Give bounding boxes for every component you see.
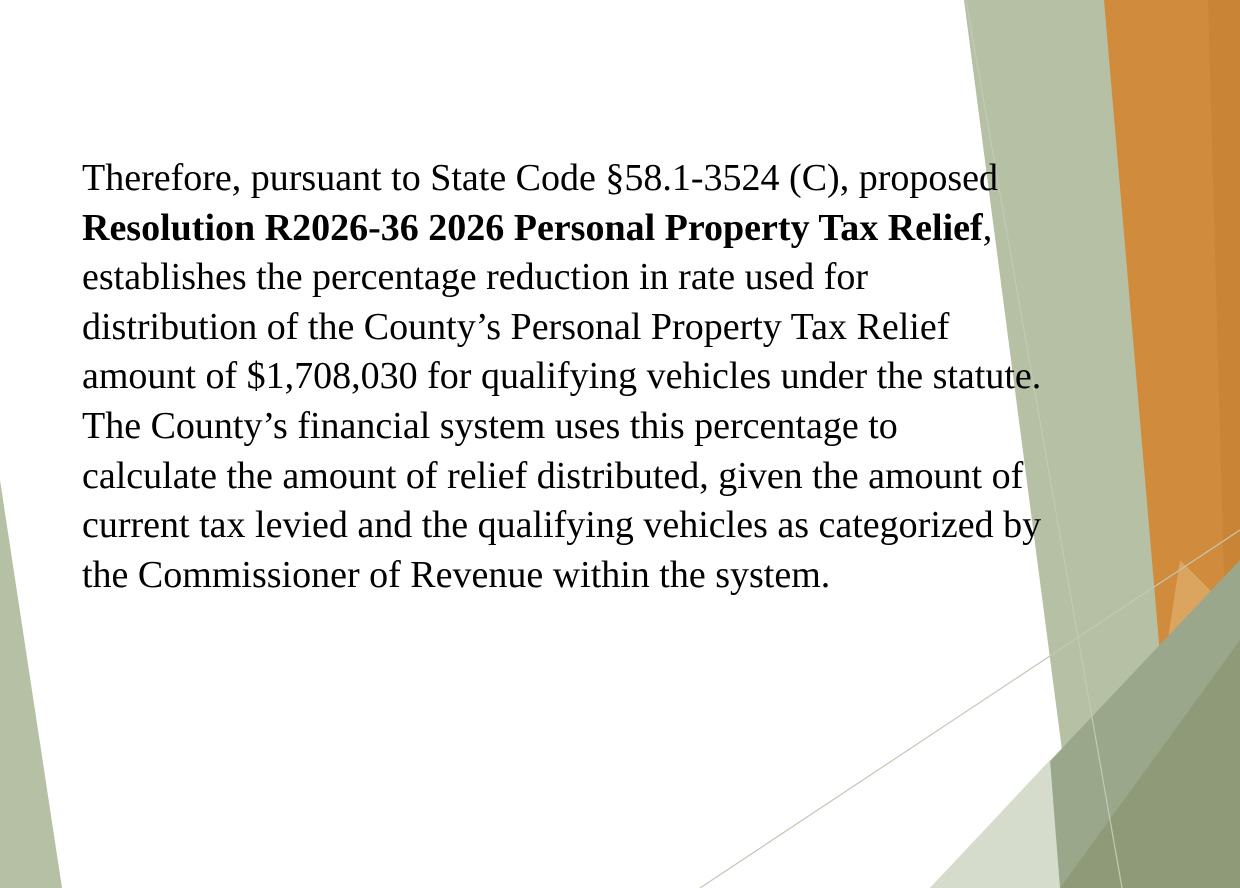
left-sage-wedge xyxy=(0,480,62,888)
bottom-pale-facet xyxy=(930,760,1060,888)
resolution-paragraph xyxy=(82,154,1042,600)
continuation-text: , establishes the percentage reduction in rate used for distribution of the County’s Personal Property Tax Relief amount of $1,708,030 for qualifying vehicles under the statute. The County’s financial system uses this percentage to calculate the amount of relief distributed, given the amount of current tax levied and the qualifying vehicles as categorized by the Commissioner of Revenue within the system. xyxy=(82,206,1042,596)
resolution-title: Resolution R2026-36 2026 Personal Property Tax Relief xyxy=(82,206,983,249)
intro-text: Therefore, pursuant to State Code §58.1-3524 (C), proposed xyxy=(82,157,999,199)
